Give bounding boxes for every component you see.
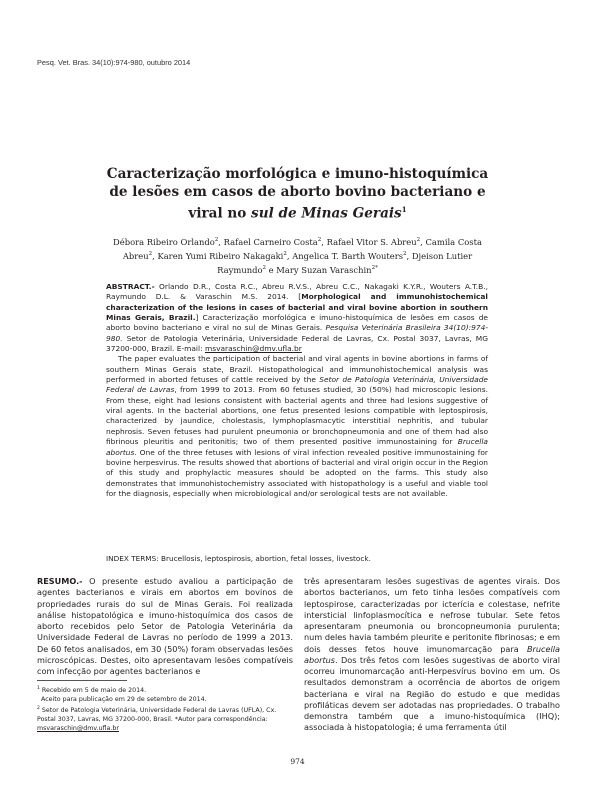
- author-affiliation-mark: 2: [317, 237, 322, 243]
- abstract-body-text: The paper evaluates the participation of bacterial and viral agents in bovine abortions in farms of southern Minas Gerais state, Brazil. Histopathological and immunohistochemical analysis was performed in aborted fetuses of cattle received by the: [106, 354, 488, 385]
- title-text: Caracterização morfológica e imuno-histoquímica de lesões em casos de aborto bovino bacteriano e viral no: [106, 166, 489, 222]
- author-affiliation-mark: 2*: [371, 265, 378, 271]
- page-number: 974: [290, 757, 305, 766]
- author-separator: ,: [218, 236, 224, 247]
- footnote-divider: [37, 680, 127, 681]
- resumo-italic: Brucella abortus: [304, 643, 560, 665]
- author-separator: e: [266, 264, 277, 275]
- author-list: [100, 234, 495, 276]
- author-name: Mary Suzan Varaschin: [276, 264, 372, 275]
- title-footnote-mark: 1: [401, 205, 407, 214]
- author-separator: ,: [420, 236, 426, 247]
- author-affiliation-mark: 2: [214, 237, 219, 243]
- index-terms: INDEX TERMS: Brucellosis, leptospirosis, abortion, fetal losses, livestock.: [106, 554, 371, 563]
- abstract-english-title: Morphological and immunohistochemical characterization of the lesions in cases of bacterial and viral bovine abortion in southern Minas Gerais, Brazil.: [106, 292, 488, 323]
- author-affiliation-mark: 2: [148, 251, 153, 257]
- abstract-journal: Pesquisa Veterinária Brasileira 34(10):974-980.: [106, 323, 488, 343]
- resumo-right-column: [304, 576, 560, 734]
- footnote-received: [37, 684, 293, 695]
- author-name: Rafael Vitor S. Abreu: [326, 236, 417, 247]
- footnote-email-link[interactable]: msvaraschin@dmv.ufla.br: [37, 725, 119, 733]
- abstract: [106, 282, 488, 499]
- footnotes: [37, 684, 293, 733]
- abstract-body-italic: Setor de Patologia Veterinária, Universidade Federal de Lavras: [106, 375, 488, 395]
- footnote-affiliation: [37, 704, 293, 733]
- resumo-left-column: [37, 576, 293, 677]
- title-italic: sul de Minas Gerais: [251, 205, 402, 222]
- author-affiliation-mark: 2: [262, 265, 267, 271]
- author-affiliation-mark: 2: [403, 251, 407, 257]
- author-separator: ,: [152, 250, 158, 261]
- abstract-heading: ABSTRACT.-: [106, 282, 155, 291]
- abstract-body-italic: Brucella abortus: [106, 437, 488, 457]
- abstract-address: Setor de Patologia Veterinária, Universidade Federal de Lavras, Cx. Postal 3037, Lavras, MG 37200-000, Brazil. E-mail:: [106, 333, 488, 354]
- running-head: Pesq. Vet. Bras. 34(10):974-980, outubro 2014: [37, 58, 191, 67]
- abstract-body: [106, 354, 488, 499]
- resumo-heading: RESUMO.-: [37, 576, 83, 586]
- footnote-accepted: Aceito para publicação em 29 de setembro de 2014.: [41, 696, 207, 704]
- author-separator: ,: [406, 250, 412, 261]
- author-name: Angelica T. Barth Wouters: [292, 250, 404, 261]
- author-separator: ,: [321, 236, 327, 247]
- resumo-text: três apresentaram lesões sugestivas de agentes virais. Dos abortos bacterianos, um feto tinha lesões compatíveis com leptospirose, caracterizadas por icterícia e colestase, nefrite intersticial linfoplasmocítica e nefrose tubular. Sete fetos apresentaram pneumonia ou broncopneumonia purulenta; num deles havia também pleurite e peritonite fibrinosas; e em dois desses fetos houve imunomarcação para: [304, 576, 560, 654]
- footnote-text: Recebido em 5 de maio de 2014.: [39, 687, 147, 695]
- author-name: Camila Costa Abreu: [122, 236, 482, 261]
- footnote-text: Setor de Patologia Veterinária, Universidade Federal de Lavras (UFLA), Cx. Postal 3037, Lavras, MG 37200-000, Brasil. *Autor para correspondência:: [37, 707, 277, 724]
- author-name: Djeison Lutier Raymundo: [217, 250, 473, 275]
- abstract-email-link[interactable]: msvaraschin@dmv.ufla.br: [204, 344, 302, 354]
- abstract-body-text: . One of the three fetuses with lesions of viral infection revealed positive immunostaining for bovine herpesvirus. The results showed that abortions of bacterial and viral origin occur in the Region of this study and prophylactic measures should be adopted on the farms. This study also demonstrates that immunohistochemistry associated with histopathology is a useful and viable tool for the diagnosis, especially when microbiological and/or serological tests are not available.: [106, 447, 488, 498]
- author-separator: ,: [286, 250, 293, 261]
- abstract-body-text: , from 1999 to 2013. From 60 fetuses studied, 30 (50%) had microscopic lesions. From these, eight had lesions consistent with bacterial agents and three had lesions suggestive of viral agents. In the bacterial abortions, one fetus presented lesions compatible with leptospirosis, characterized by jaundice, cholestasis, lymphoplasmacytic interstitial nephritis, and tubular nephrosis. Seven fetuses had purulent pneumonia or bronchopneumonia and one of them had also fibrinous pleuritis and peritonitis; two of them presented positive immunostaining for: [106, 385, 489, 447]
- abstract-authors: Orlando D.R., Costa R.C., Abreu R.V.S., Abreu C.C., Nakagaki K.Y.R., Wouters A.T.B., Raymundo D.L. & Varaschin M.S. 2014. [: [106, 282, 488, 302]
- footnote-mark: 1: [37, 686, 40, 691]
- author-name: Karen Yumi Ribeiro Nakagaki: [157, 250, 284, 261]
- abstract-citation: [106, 282, 488, 354]
- author-affiliation-mark: 2: [416, 237, 421, 243]
- resumo-text: . Dos três fetos com lesões sugestivas de aborto viral ocorreu imunomarcação anti-Herpesvírus bovino em um. Os resultados demonstram a ocorrência de abortos de origem bacteriana e viral na Região do estudo e que medidas profiláticas devem ser adotadas nas propriedades. O trabalho demonstra também que a imuno-histoquímica (IHQ); associada à histopatologia; é uma ferramenta útil: [304, 654, 560, 733]
- resumo-text: O presente estudo avaliou a participação de agentes bacterianos e virais em abortos em bovinos de propriedades rurais do sul de Minas Gerais. Foi realizada análise histopatológica e imuno-histoquímica dos casos de aborto recebidos pelo Setor de Patologia Veterinária da Universidade Federal de Lavras no período de 1999 a 2013. De 60 fetos analisados, em 30 (50%) foram observadas lesões microscópicas. Destes, oito apresentavam lesões compatíveis com infecção por agentes bacterianos e: [37, 576, 293, 676]
- article-title: [100, 166, 495, 223]
- author-affiliation-mark: 2: [283, 251, 287, 257]
- author-name: Rafael Carneiro Costa: [223, 236, 318, 247]
- abstract-portuguese-title: ] Caracterização morfológica e imuno-histoquímica de lesões em casos de aborto bovino bacteriano e viral no sul de Minas Gerais.: [106, 313, 488, 333]
- author-name: Débora Ribeiro Orlando: [113, 236, 215, 247]
- footnote-mark: 2: [37, 706, 40, 712]
